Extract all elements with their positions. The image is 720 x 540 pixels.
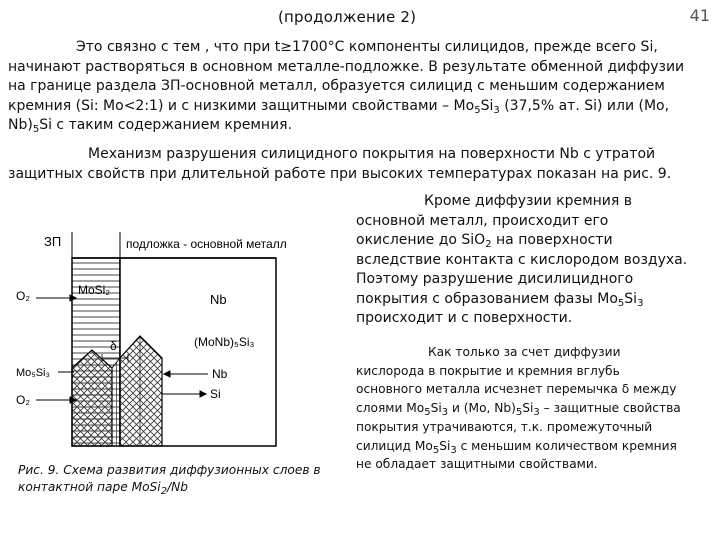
r2-l4-d: 3 [441, 407, 449, 419]
r1-l6-si: Si [624, 290, 638, 307]
r2-l6-e: с меньшим количеством кремния [456, 438, 677, 453]
r1-l6-sub2: 3 [637, 297, 644, 309]
r1-line-2: основной металл, происходит его [356, 212, 609, 229]
r1-line-7: происходит и с поверхности. [356, 310, 573, 326]
p2-line-2: защитных свойств при длительной работе при высоких температурах показан на рис. 9. [8, 165, 672, 182]
mo5si3-outer-layer [72, 350, 112, 446]
paragraph-2 [8, 145, 712, 184]
r2-l4-e: и (Mo, Nb) [448, 401, 516, 416]
label-si: Si [210, 387, 221, 401]
r2-l4-i: – защитные свойства [539, 401, 681, 416]
caption-l2-sub: 2 [160, 486, 168, 497]
r1-l3-sub: 2 [485, 239, 492, 250]
page-header-title: (продолжение 2) [278, 8, 417, 26]
p1-line-4 [8, 97, 712, 117]
label-mosi2: MoSi₂ [78, 283, 110, 297]
r1-l3-tail: на поверхности [491, 232, 613, 248]
delta-bridge [112, 358, 120, 446]
caption-l2-text: контактной паре MoSi [18, 480, 161, 494]
p1-line-2: начинают растворяться в основном металле-подложке. В результате обменной диффузии [8, 58, 685, 75]
label-o2-top: O₂ [16, 289, 30, 303]
p1-line-5 [8, 116, 712, 136]
r1-line-1: Кроме диффузии кремния в [424, 193, 633, 209]
right-column-text-2 [356, 343, 706, 474]
label-nb-arrow: Nb [212, 367, 228, 381]
r1-line-3 [356, 231, 706, 251]
p2-line-1: Механизм разрушения силицидного покрытия на поверхности Nb с утратой [88, 146, 656, 162]
label-zp: ЗП [44, 234, 62, 249]
r2-l6-b: 5 [432, 444, 440, 456]
r2-line-2: кислорода в покрытие и кремния вглубь [356, 363, 620, 378]
r2-l4-a: слоями Mo [356, 401, 425, 416]
r2-l4-h: 3 [533, 407, 540, 419]
r1-line-5: Поэтому разрушение дисилицидного [356, 271, 634, 287]
diffusion-layers-svg [14, 218, 354, 468]
p1-l4-text: кремния (Si: Mo<2:1) и с низкими защитными свойствами – Mo [8, 97, 475, 114]
r2-l4-c: Si [430, 401, 442, 416]
figure-9-diagram [14, 218, 354, 468]
r1-line-6 [356, 290, 706, 310]
r2-line-7: не обладает защитными свойствами. [356, 457, 598, 472]
r1-l6-sub1: 5 [617, 297, 625, 309]
page-number: 41 [689, 6, 710, 25]
label-monb-si: (MoNb)₅Si₃ [194, 335, 255, 349]
label-nb-top: Nb [210, 292, 227, 307]
r2-l4-b: 5 [424, 407, 431, 419]
p1-l5-tail: Si с таким содержанием кремния. [39, 117, 293, 133]
p1-l4-si: Si [480, 97, 494, 114]
caption-l2-tail: /Nb [167, 480, 189, 494]
label-mo5si3: Mo₅Si₃ [16, 367, 50, 379]
r2-line-1: Как только за счет диффузии [428, 345, 621, 359]
r2-line-4 [356, 399, 706, 418]
p1-l4-tail: (37,5% ат. Si) или (Mo, [499, 97, 670, 114]
label-substrate: подложка - основной металл [126, 237, 287, 251]
r2-l4-f: 5 [515, 407, 523, 419]
label-delta: δ [110, 339, 117, 353]
p1-line-1: Это связно с тем , что при t≥1700°С компоненты силицидов, прежде всего Si, [76, 39, 658, 55]
caption-line-1: Рис. 9. Схема развития диффузионных слоев в [18, 463, 321, 477]
right-column-text-1 [356, 192, 706, 329]
r2-l6-a: силицид Mo [356, 438, 433, 453]
label-o2-bottom: O₂ [16, 393, 30, 407]
paragraph-1 [8, 38, 712, 136]
p1-line-3: на границе раздела ЗП-основной металл, образуется силицид с меньшим содержанием [8, 78, 665, 94]
r2-l6-d: 3 [450, 444, 457, 456]
r1-l3-text: окисление до SiO [356, 232, 486, 248]
figure-caption [18, 462, 358, 496]
r2-l4-g: Si [522, 401, 534, 416]
p1-l5-sub: 5 [32, 124, 40, 135]
caption-line-2 [18, 479, 358, 496]
r2-line-6 [356, 437, 706, 456]
monb-si-layer [120, 336, 162, 446]
r2-line-5: покрытия утрачиваются, т.к. промежуточный [356, 419, 653, 434]
p1-l4-sub1: 5 [474, 104, 481, 116]
r2-line-3: основного металла исчезнет перемычка δ между [356, 382, 677, 397]
p1-l5-text: Nb) [8, 117, 33, 133]
r1-line-4: вследствие контакта с кислородом воздуха. [356, 251, 688, 268]
r1-l6-text: покрытия с образованием фазы Mo [356, 290, 618, 307]
p1-l4-sub2: 3 [493, 104, 500, 116]
r2-l6-c: Si [439, 438, 451, 453]
